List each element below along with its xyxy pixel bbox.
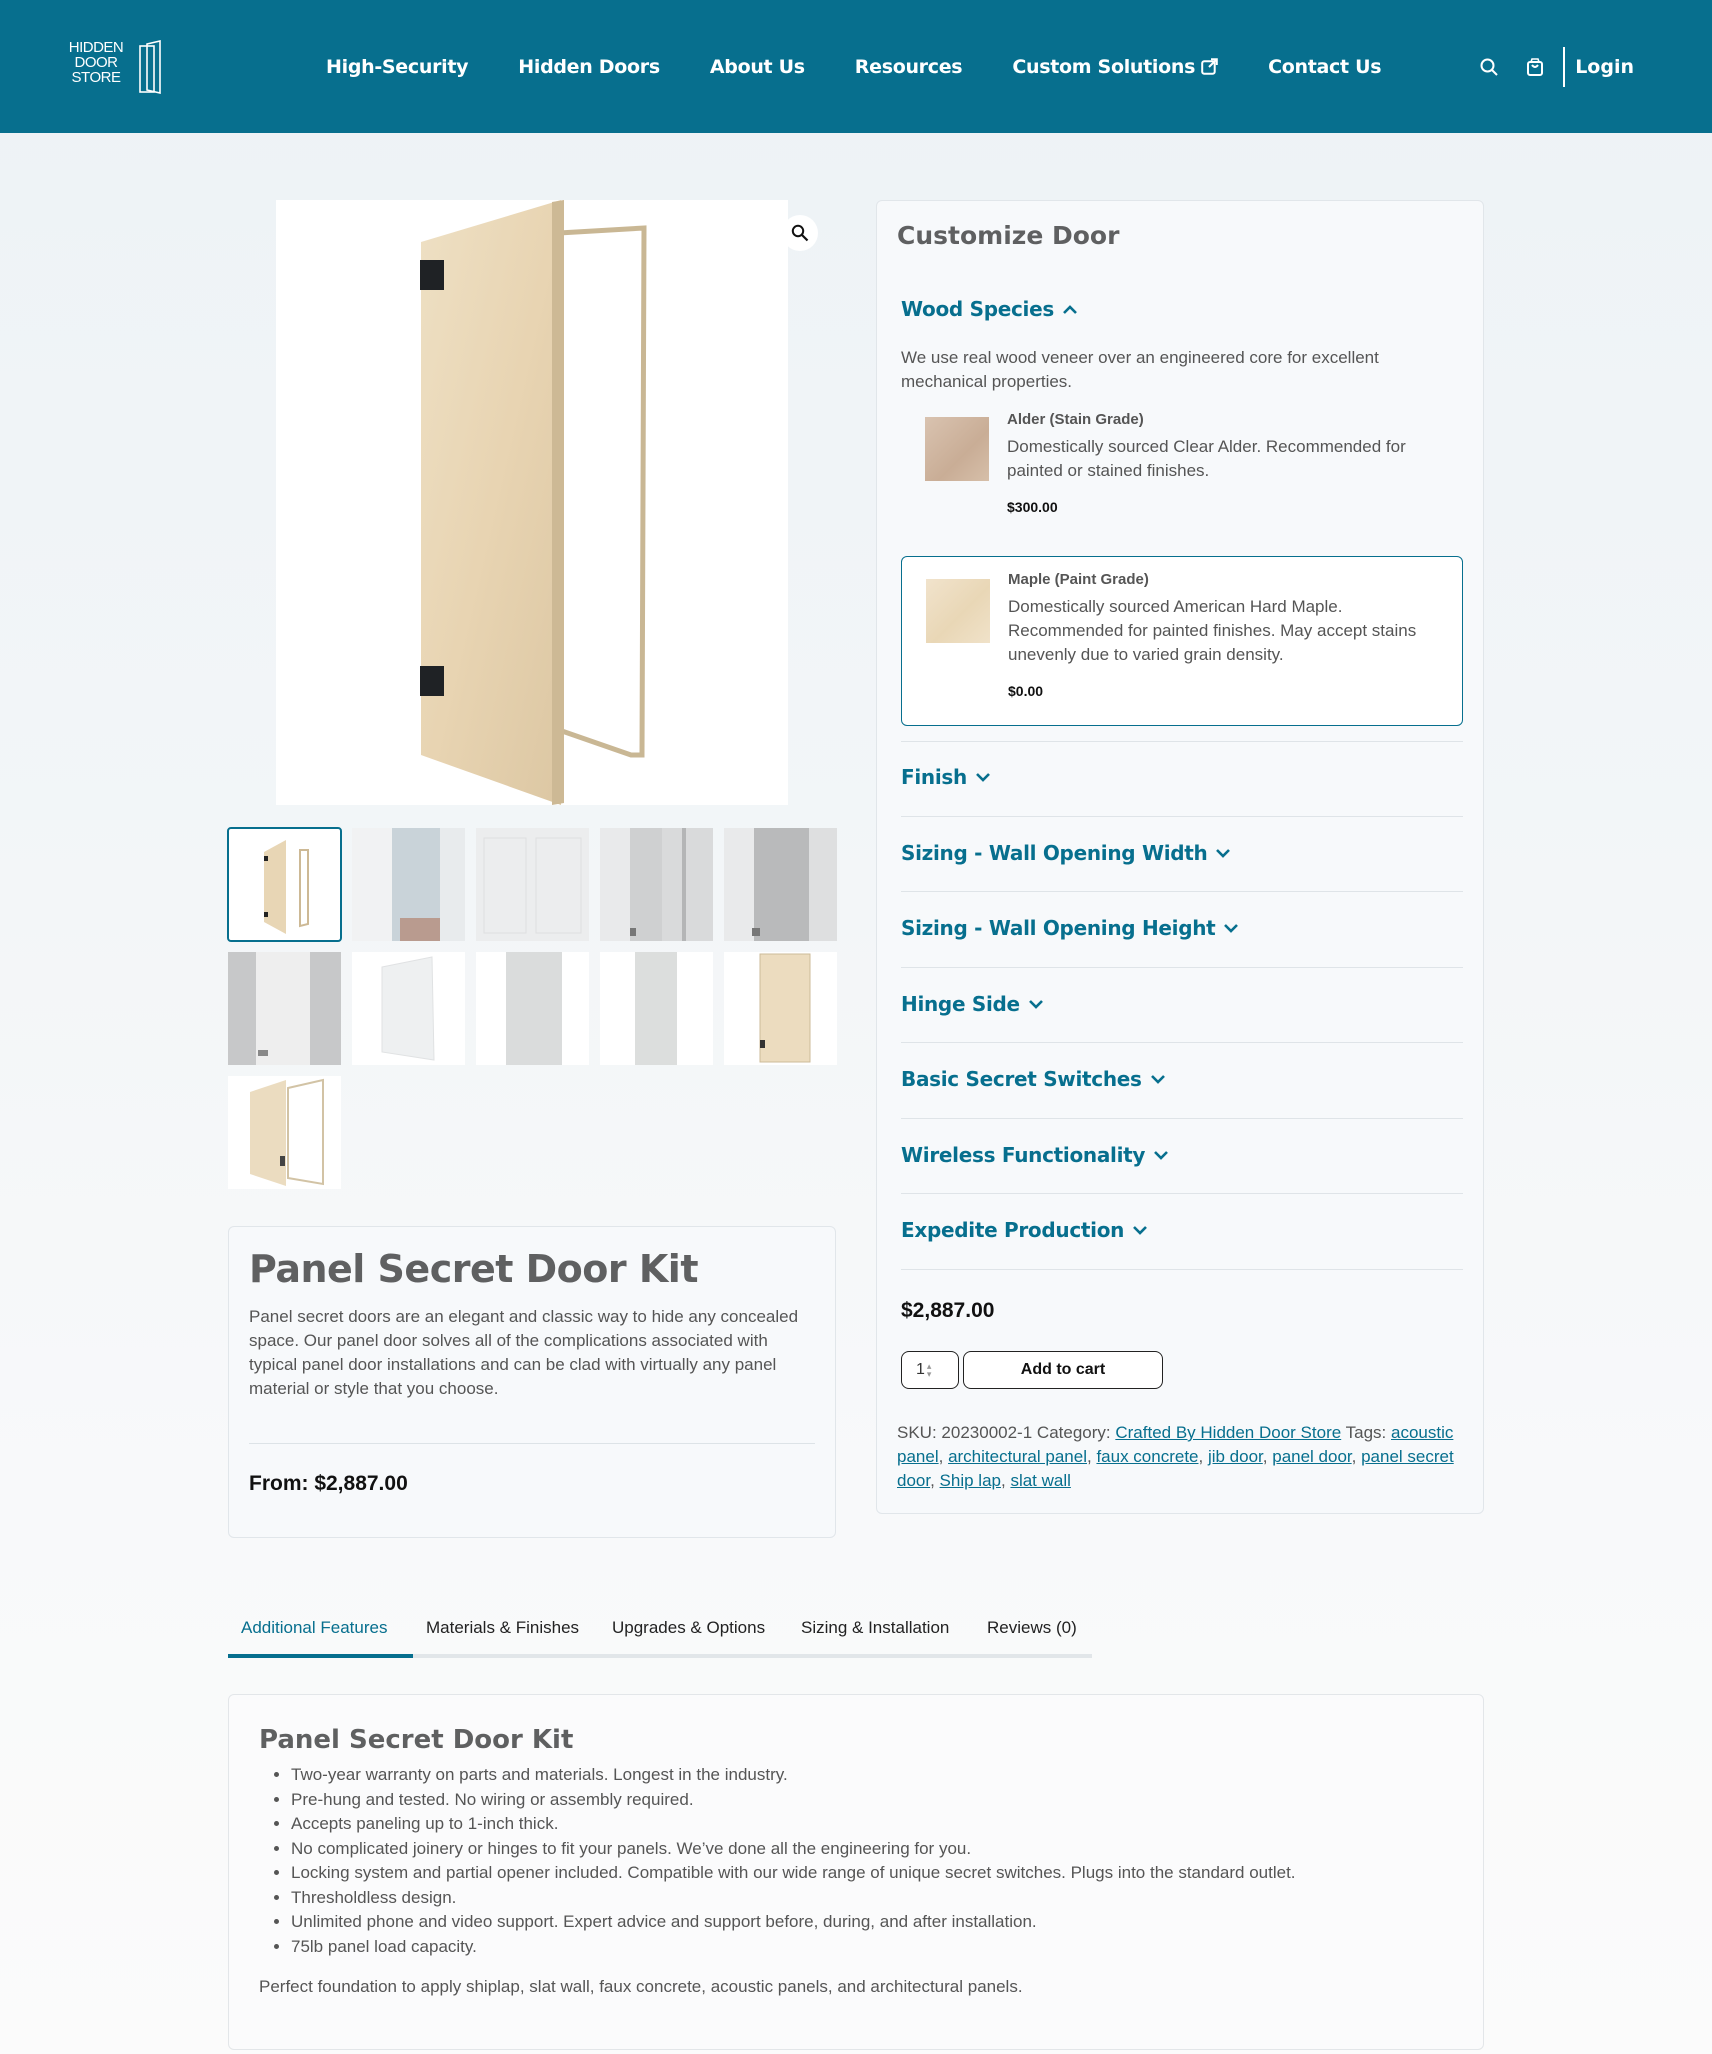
cart-icon[interactable] <box>1523 55 1547 79</box>
list-item: • Two-year warranty on parts and materials. Longest in the industry. <box>291 1763 1296 1788</box>
quantity-spinner-icon[interactable]: ▴ ▾ <box>926 1361 932 1379</box>
nav-high-security[interactable]: High-Security <box>326 55 469 78</box>
customize-title: Customize Door <box>897 221 1120 250</box>
tag-link[interactable]: Ship lap <box>939 1471 1001 1490</box>
search-icon[interactable] <box>1477 55 1501 79</box>
tag-link[interactable]: jib door <box>1207 1447 1263 1466</box>
product-tabs <box>228 1606 1092 1658</box>
quantity-input[interactable]: 1 ▴ ▾ <box>901 1351 959 1389</box>
nav-resources[interactable]: Resources <box>854 55 963 78</box>
external-link-icon <box>1201 58 1218 75</box>
chevron-up-icon <box>1062 304 1078 315</box>
main-nav <box>310 0 1406 133</box>
tag-link[interactable]: panel secret door <box>897 1447 1454 1490</box>
thumbnail-5[interactable] <box>724 828 837 941</box>
tab-upgrades-options[interactable]: Upgrades & Options <box>612 1618 766 1637</box>
features-panel <box>228 1694 1484 2050</box>
accordion-wall-opening-height[interactable]: Sizing - Wall Opening Height <box>901 916 1239 940</box>
option-price: $300.00 <box>1007 499 1058 515</box>
summary-divider <box>249 1443 815 1444</box>
accordion-divider <box>901 741 1463 742</box>
header-actions <box>1477 0 1634 133</box>
accordion-hinge-side[interactable]: Hinge Side <box>901 992 1044 1016</box>
accordion-expedite-production[interactable]: Expedite Production <box>901 1218 1148 1242</box>
features-list <box>291 1763 1296 1959</box>
accordion-divider <box>901 1042 1463 1043</box>
thumbnail-2[interactable] <box>352 828 465 941</box>
product-description: Panel secret doors are an elegant and classic way to hide any concealed space. Our panel door solves all of the complications associated with typical panel door installations and can be clad with virtually any panel material or style that you choose. <box>249 1307 799 1398</box>
accordion-basic-secret-switches[interactable]: Basic Secret Switches <box>901 1067 1166 1091</box>
accordion-wood-species[interactable]: Wood Species <box>901 297 1078 321</box>
features-title: Panel Secret Door Kit <box>259 1725 574 1755</box>
thumbnail-3[interactable] <box>476 828 589 941</box>
active-tab-indicator <box>228 1654 413 1658</box>
option-price: $0.00 <box>1008 683 1044 699</box>
accordion-divider <box>901 1193 1463 1194</box>
chevron-down-icon <box>1153 1150 1169 1161</box>
chevron-down-icon <box>1150 1074 1166 1085</box>
header-divider <box>1563 47 1565 87</box>
sku-label: SKU: <box>897 1423 937 1442</box>
option-name: Alder (Stain Grade) <box>1007 411 1144 428</box>
thumbnail-7[interactable] <box>352 952 465 1065</box>
tag-link[interactable]: acoustic panel <box>897 1423 1454 1466</box>
option-maple[interactable] <box>901 556 1463 726</box>
wood-species-intro: We use real wood veneer over an engineered core for excellent mechanical properties. <box>901 348 1379 391</box>
category-label: Category: <box>1036 1423 1111 1442</box>
nav-hidden-doors[interactable]: Hidden Doors <box>518 55 660 78</box>
from-price: From: $2,887.00 <box>249 1472 408 1495</box>
zoom-button[interactable] <box>782 215 818 251</box>
nav-contact-us[interactable]: Contact Us <box>1268 55 1382 78</box>
thumbnail-10[interactable] <box>724 952 837 1065</box>
alder-swatch <box>925 417 989 481</box>
thumbnail-9[interactable] <box>600 952 713 1065</box>
thumbnail-8[interactable] <box>476 952 589 1065</box>
accordion-divider <box>901 1118 1463 1119</box>
option-name: Maple (Paint Grade) <box>1008 571 1149 588</box>
nav-about-us[interactable]: About Us <box>709 55 805 78</box>
site-header <box>0 0 1712 133</box>
option-alder[interactable] <box>901 401 1463 531</box>
chevron-down-icon <box>1132 1225 1148 1236</box>
option-description: Domestically sourced Clear Alder. Recommended for painted or stained finishes. <box>1007 437 1406 480</box>
tab-reviews[interactable]: Reviews (0) <box>987 1618 1077 1637</box>
tags-label: Tags: <box>1345 1423 1387 1442</box>
product-main-image[interactable] <box>276 200 788 805</box>
door-kit-image <box>276 200 788 805</box>
thumbnail-1[interactable] <box>228 828 341 941</box>
door-logo-icon <box>139 40 161 94</box>
product-title: Panel Secret Door Kit <box>249 1247 698 1291</box>
nav-custom-solutions[interactable]: Custom Solutions <box>1012 56 1218 78</box>
site-logo[interactable] <box>66 40 162 94</box>
list-item: • 75lb panel load capacity. <box>291 1935 1296 1960</box>
product-summary <box>228 1226 836 1538</box>
sku-value: 20230002-1 <box>941 1423 1033 1442</box>
total-price: $2,887.00 <box>901 1299 995 1322</box>
chevron-down-icon <box>1223 923 1239 934</box>
category-link[interactable]: Crafted By Hidden Door Store <box>1115 1423 1342 1442</box>
maple-swatch <box>926 579 990 643</box>
customize-panel <box>876 200 1484 1514</box>
accordion-wall-opening-width[interactable]: Sizing - Wall Opening Width <box>901 841 1231 865</box>
thumbnail-6[interactable] <box>228 952 341 1065</box>
login-link[interactable]: Login <box>1575 55 1634 78</box>
logo-wordmark: HIDDEN DOOR STORE <box>68 39 124 86</box>
product-meta: SKU: 20230002-1 Category: Crafted By Hidden Door Store Tags: acoustic panel, architectural panel, faux concrete, jib door, panel door, panel secret door, Ship lap, slat wall <box>897 1423 1454 1490</box>
thumbnail-4[interactable] <box>600 828 713 941</box>
tab-additional-features[interactable]: Additional Features <box>241 1618 388 1637</box>
accordion-divider <box>901 967 1463 968</box>
add-to-cart-button[interactable]: Add to cart <box>963 1351 1163 1389</box>
accordion-divider <box>901 891 1463 892</box>
tag-link[interactable]: architectural panel <box>948 1447 1087 1466</box>
chevron-down-icon <box>975 772 991 783</box>
chevron-down-icon <box>1028 999 1044 1010</box>
features-footer: Perfect foundation to apply shiplap, slat wall, faux concrete, acoustic panels, and architectural panels. <box>259 1977 1023 1996</box>
tab-materials-finishes[interactable]: Materials & Finishes <box>426 1618 580 1637</box>
list-item: • Pre-hung and tested. No wiring or assembly required. <box>291 1788 1296 1813</box>
tag-link[interactable]: panel door <box>1272 1447 1352 1466</box>
tab-sizing-installation[interactable]: Sizing & Installation <box>801 1618 950 1637</box>
accordion-wireless-functionality[interactable]: Wireless Functionality <box>901 1143 1169 1167</box>
list-item: • Locking system and partial opener included. Compatible with our wide range of unique secret switches. Plugs into the standard outlet. <box>291 1861 1296 1886</box>
magnifier-icon <box>791 224 809 242</box>
chevron-down-icon <box>1215 848 1231 859</box>
list-item: • No complicated joinery or hinges to fit your panels. We’ve done all the engineering for you. <box>291 1837 1296 1862</box>
thumbnail-11[interactable] <box>228 1076 341 1189</box>
accordion-divider <box>901 816 1463 817</box>
list-item: • Unlimited phone and video support. Expert advice and support before, during, and after installation. <box>291 1910 1296 1935</box>
accordion-divider <box>901 1269 1463 1270</box>
list-item: • Thresholdless design. <box>291 1886 1296 1911</box>
list-item: • Accepts paneling up to 1-inch thick. <box>291 1812 1296 1837</box>
accordion-finish[interactable]: Finish <box>901 765 991 789</box>
option-description: Domestically sourced American Hard Maple. Recommended for painted finishes. May accept stains unevenly due to varied grain density. <box>1008 597 1417 664</box>
tag-link[interactable]: slat wall <box>1010 1471 1071 1490</box>
tag-link[interactable]: faux concrete <box>1096 1447 1199 1466</box>
